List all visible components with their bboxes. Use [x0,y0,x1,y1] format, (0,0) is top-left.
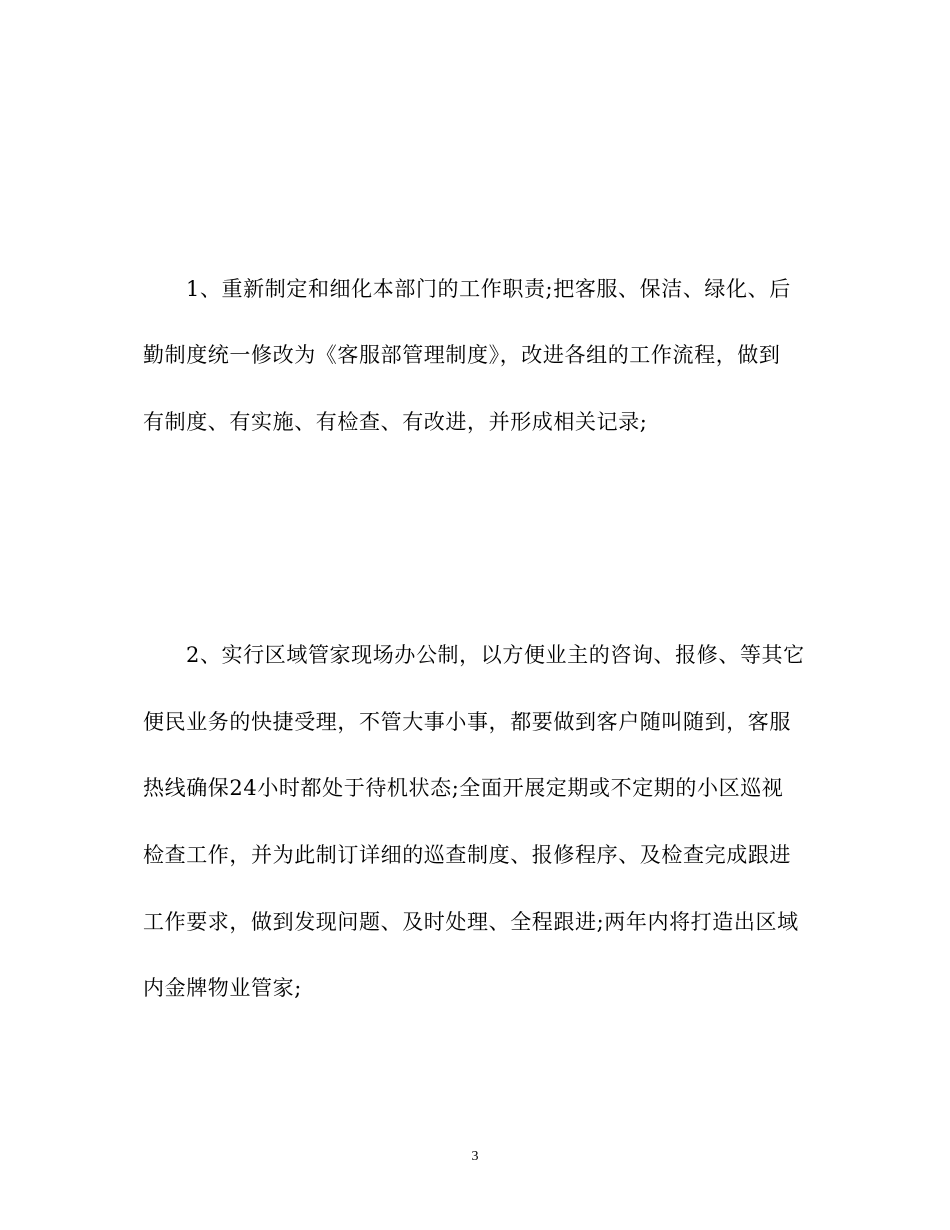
paragraph-2-line-5: 工作要求，做到发现问题、及时处理、全程跟进;两年内将打造出区域 [143,910,799,934]
paragraph-2-line-2: 便民业务的快捷受理，不管大事小事，都要做到客户随叫随到，客服 [143,710,791,734]
page-number: 3 [471,1149,479,1164]
paragraph-2-line-6: 内金牌物业管家; [143,976,302,1000]
paragraph-1-line-1: 1、重新制定和细化本部门的工作职责;把客服、保洁、绿化、后 [186,277,791,301]
paragraph-1-line-2: 勤制度统一修改为《客服部管理制度》，改进各组的工作流程，做到 [143,343,781,367]
paragraph-2-line-1: 2、实行区域管家现场办公制，以方便业主的咨询、报修、等其它 [186,643,805,667]
paragraph-2-line-4: 检查工作，并为此制订详细的巡查制度、报修程序、及检查完成跟进 [143,843,791,867]
paragraph-1-line-3: 有制度、有实施、有检查、有改进，并形成相关记录; [143,410,648,434]
paragraph-2-line-3: 热线确保24小时都处于待机状态;全面开展定期或不定期的小区巡视 [143,776,784,800]
